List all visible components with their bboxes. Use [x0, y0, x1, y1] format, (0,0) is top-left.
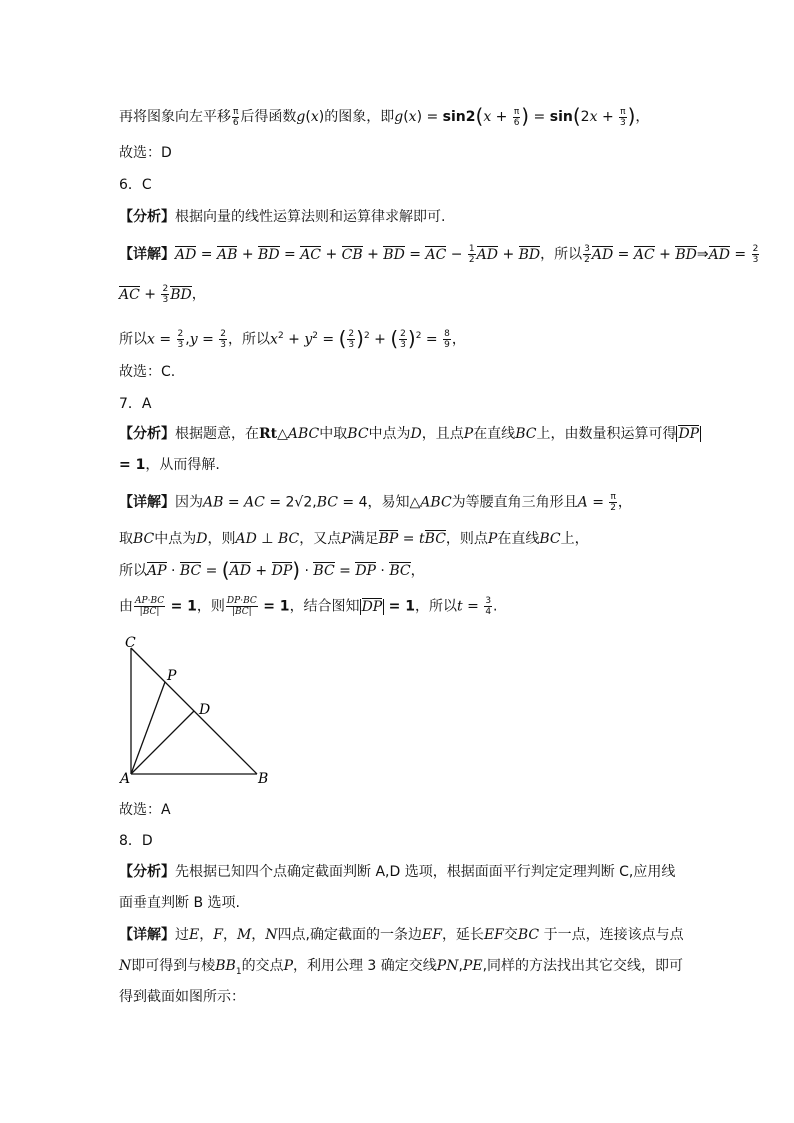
label-c: C: [125, 635, 136, 651]
text: 所以: [119, 563, 147, 579]
analysis-tag: 【分析】: [119, 209, 175, 225]
detail-line: 所以AP · BC = (AD + DP) · BC = DP · BC，: [119, 558, 425, 582]
text: ，所以: [415, 598, 458, 615]
detail-line: N即可得到与棱$BB_1$的交点P，利用公理 3 确定交线PN,PE,同样的方法找出其它交线，即可: [119, 958, 684, 977]
text: ，又点: [299, 531, 342, 547]
text: ，利用公理 3 确定交线: [292, 958, 437, 974]
analysis-line: [119, 207, 445, 227]
text: 上，由数量积运算可得: [536, 426, 677, 442]
analysis-line-cont: = 1，从而得解.: [119, 457, 220, 473]
detail-line: 由 $\frac{AP\cdot BC}{|BC|}$ = 1，则 $\frac{DP\cdot BC}{|BC|}$ = 1，结合图知 DP = 1，所以t = $\frac{3}{4}$ .: [119, 596, 498, 617]
text: 由: [119, 598, 133, 615]
text: 因为: [175, 494, 203, 511]
text: 满足: [350, 531, 379, 547]
detail-line-cont: AC + $\frac{2}{3}$ BD，: [119, 284, 206, 305]
label-d: D: [199, 702, 211, 718]
text: 过: [175, 927, 189, 943]
text: ，从而得解.: [145, 457, 220, 473]
text: ，易知: [367, 494, 410, 511]
analysis-line-cont: 面垂直判断 B 选项.: [119, 895, 240, 911]
analysis-tag: 【分析】: [119, 864, 175, 880]
text: 后得函数: [240, 109, 297, 125]
detail-line: 得到截面如图所示：: [119, 989, 245, 1005]
text: 在直线: [497, 531, 540, 547]
text: 四点,确定截面的一条边: [277, 927, 422, 943]
text: 即可得到与棱: [131, 958, 216, 974]
analysis-line: 【分析】根据题意，在Rt△ABC中取BC中点为D，且点P在直线BC上，由数量积运算可得 DP: [119, 426, 700, 442]
text: ，延长: [441, 927, 484, 943]
text: 为等腰直角三角形且: [451, 494, 578, 511]
text: 中点为: [368, 426, 411, 442]
text: 根据题意，在: [175, 426, 259, 442]
detail-line: 【详解】因为AB = AC = 2√2,BC = 4，易知△ABC为等腰直角三角形且A = $\frac{\pi}{2}$ ，: [119, 492, 632, 513]
text: 中点为: [154, 531, 197, 547]
triangle-figure: [115, 630, 285, 790]
detail-line: 【详解】AD = AB + BD = AC + CB + BD = AC − $\frac{1}{2}$ AD + BD，所以 $\frac{3}{2}$ AD = AC + BD⇒AD = $\frac{2}{3}$: [119, 244, 759, 265]
analysis-line: [119, 862, 675, 882]
detail-tag: 【详解】: [119, 494, 175, 511]
text: ，则: [196, 598, 225, 615]
text: ，且点: [421, 426, 464, 442]
detail-line: 【详解】过E，F，M，N四点,确定截面的一条边EF，延长EF交BC 于一点，连接该点与点: [119, 927, 684, 943]
text-line: 再将图象向左平移 $\frac{\pi}{6}$ 后得函数g(x)的图象，即g(x) = sin2(x + $\frac{\pi}{6}$ ) = sin(2x + $\frac{\pi}{3}$ )，: [119, 104, 650, 128]
text: ，则: [207, 531, 236, 547]
question-number: 8．D: [119, 833, 153, 849]
analysis-tag: 【分析】: [119, 426, 175, 442]
text: 中取: [319, 426, 348, 442]
segment-ad: [131, 711, 194, 774]
detail-tag: 【详解】: [119, 927, 175, 943]
answer-line: 故选：D: [119, 145, 172, 161]
fraction: $\frac{\pi}{6}$: [232, 106, 239, 128]
text: 的图象，即: [324, 109, 395, 125]
question-number: 6．C: [119, 177, 152, 193]
text: 取: [119, 531, 133, 547]
text: 根据向量的线性运算法则和运算律求解即可.: [175, 209, 446, 225]
detail-line: 取BC中点为D，则AD ⊥ BC，又点P满足BP = tBC，则点P在直线BC上，: [119, 531, 589, 547]
text: 先根据已知四个点确定截面判断 A,D 选项，根据面面平行判定定理判断 C,应用线: [175, 864, 676, 880]
text: 交: [503, 927, 518, 943]
question-number: 7．A: [119, 396, 152, 412]
text: ，则点: [445, 531, 488, 547]
text: ,同样的方法找出其它交线，即可: [482, 958, 684, 974]
answer-line: 故选：A: [119, 802, 171, 818]
detail-tag: 【详解】: [119, 246, 175, 263]
segment-ap: [131, 682, 165, 774]
label-p: P: [167, 668, 177, 684]
text: ，所以: [228, 331, 271, 348]
text: ，所以: [540, 246, 583, 263]
detail-line: 所以x = $\frac{2}{3}$ ,y = $\frac{2}{3}$ ，所以$x^2 + y^2$ = ( $\frac{2}{3}$ )$^2$ + ( $\frac{2}{3}$ )$^2$ = $\frac{8}{9}$ ，: [119, 326, 466, 351]
label-b: B: [258, 771, 269, 787]
text: 于一点，连接该点与点: [539, 927, 684, 943]
text: 上，: [560, 531, 589, 547]
text: 所以: [119, 331, 147, 348]
label-a: A: [120, 771, 131, 787]
text: 的交点: [241, 958, 284, 974]
text: 再将图象向左平移: [119, 109, 231, 125]
text: 在直线: [473, 426, 516, 442]
text: ，结合图知: [289, 598, 360, 615]
answer-line: 故选：C.: [119, 364, 176, 380]
